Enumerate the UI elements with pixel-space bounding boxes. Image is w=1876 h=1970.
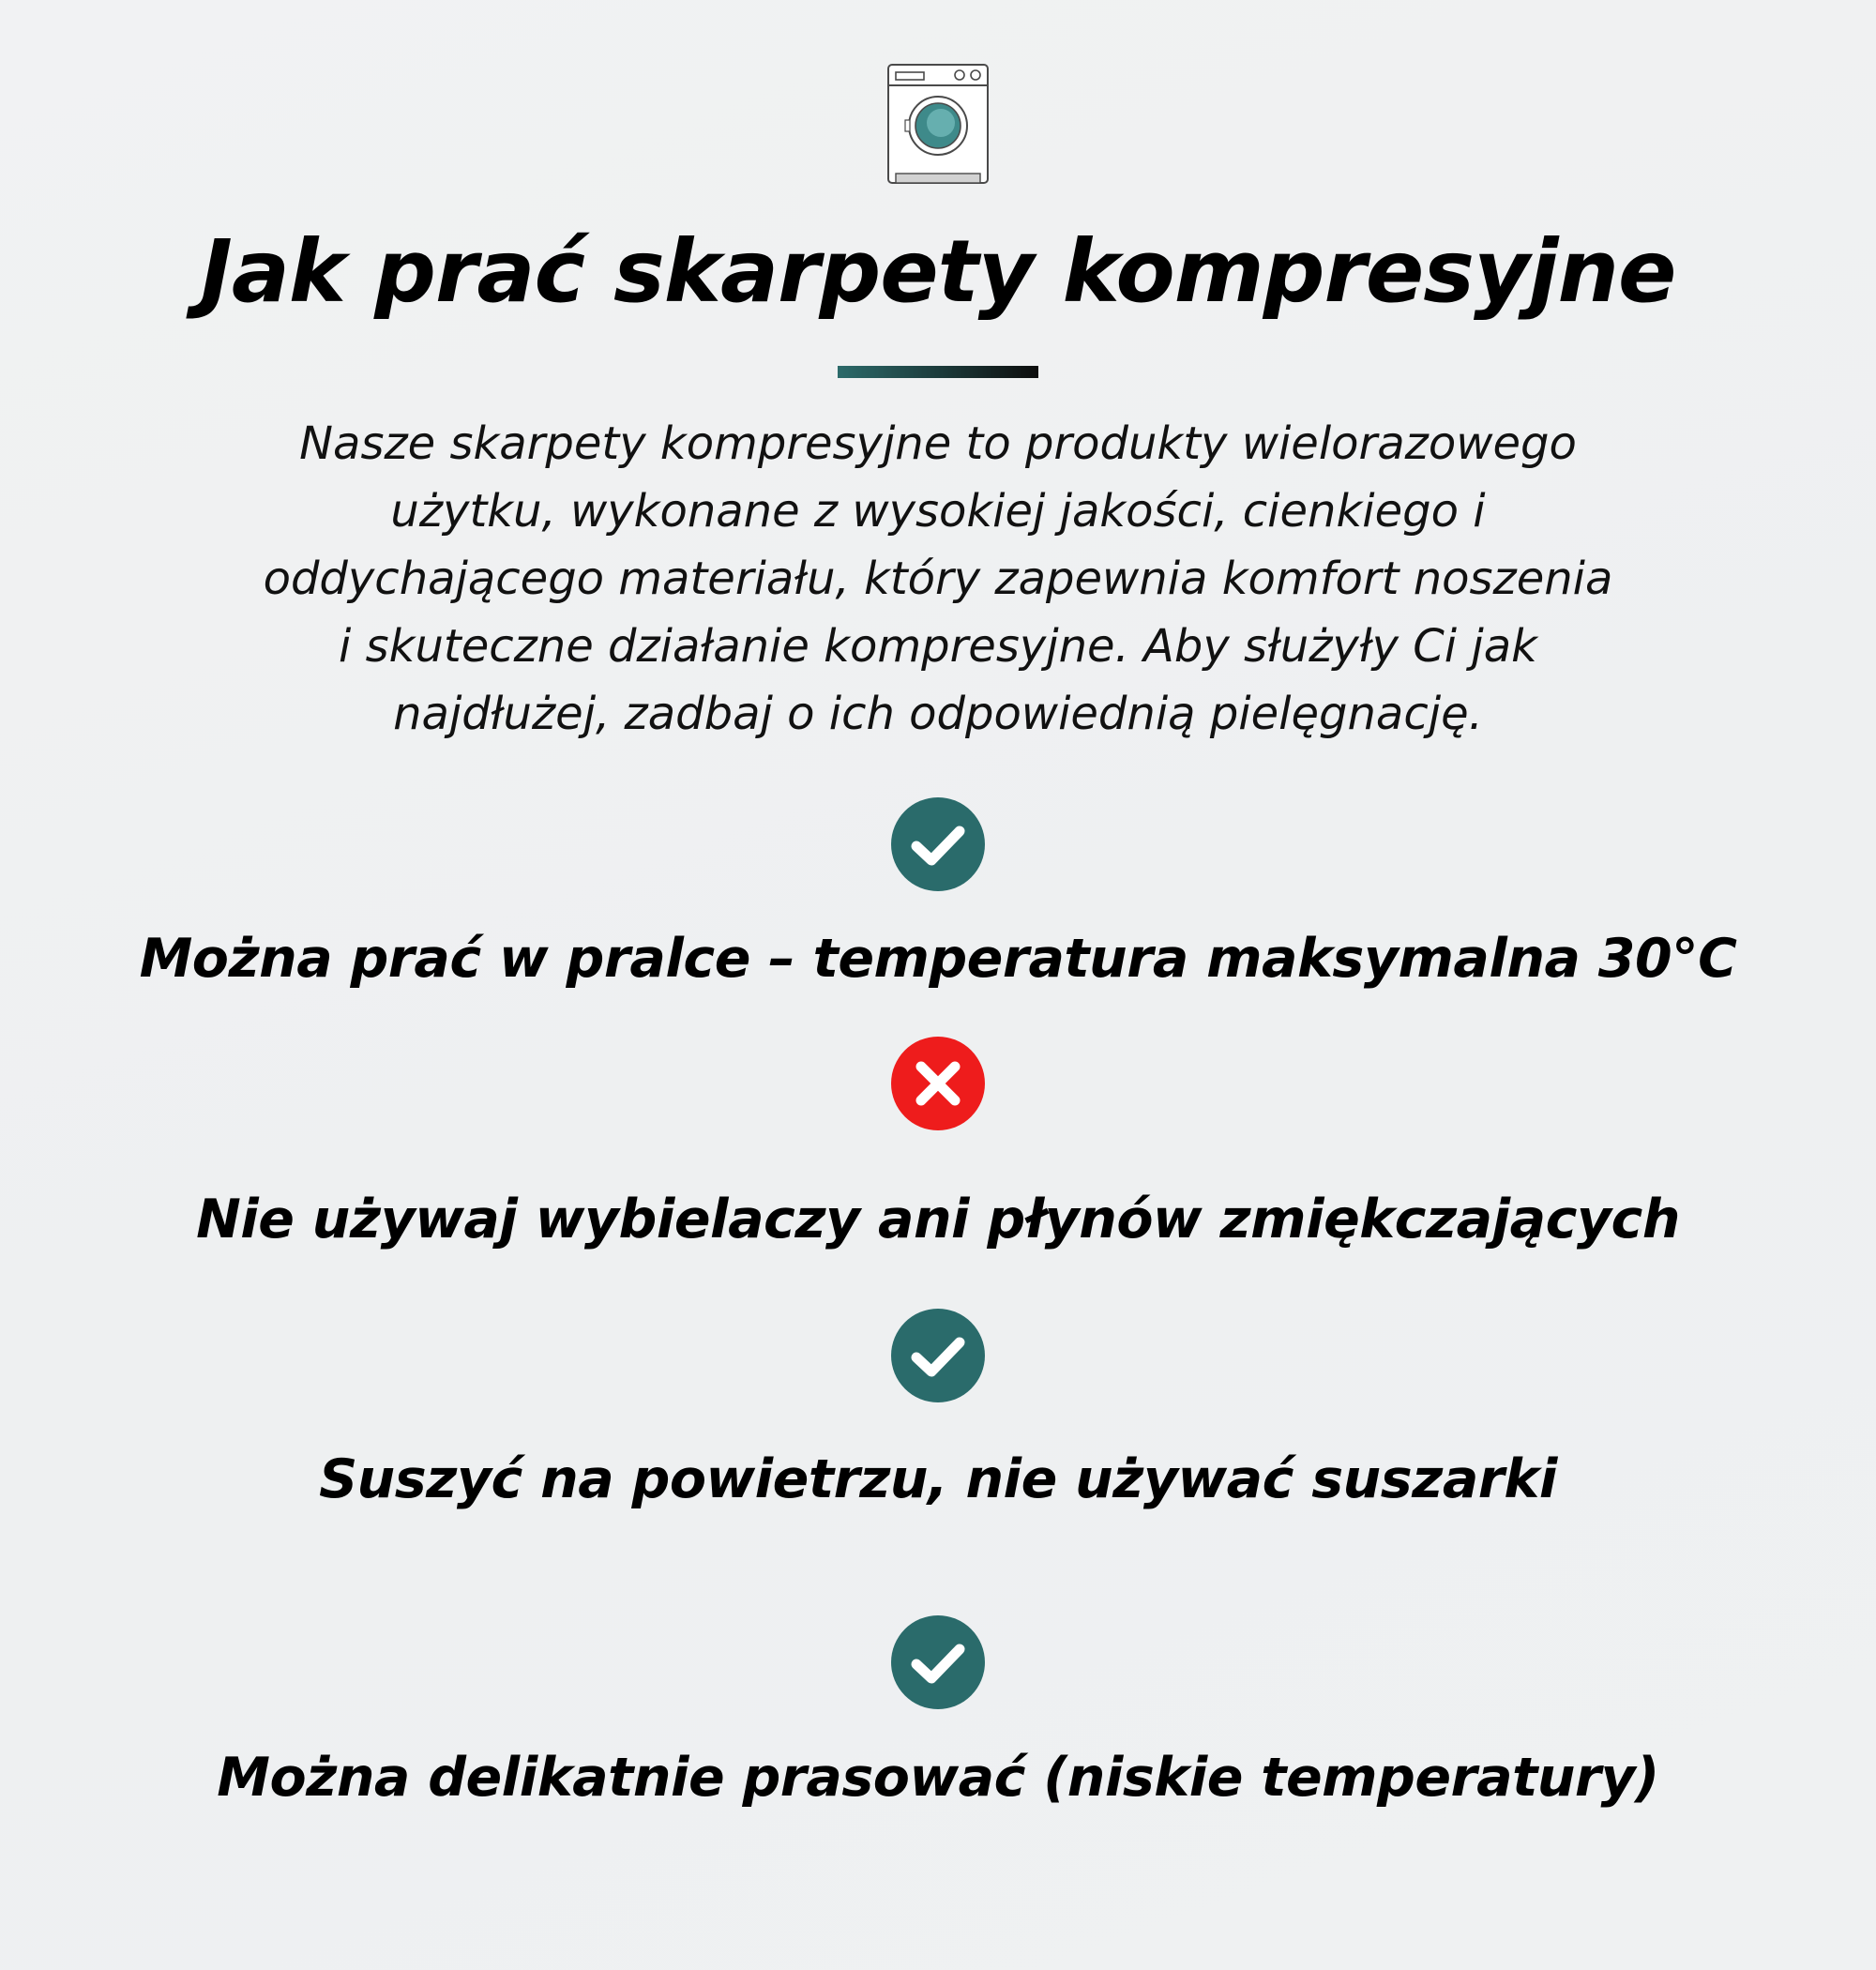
intro-line: użytku, wykonane z wysokiej jakości, cienkiego i — [390, 485, 1486, 538]
check-circle-icon — [891, 1615, 985, 1709]
page-title: Jak prać skarpety kompresyjne — [200, 221, 1676, 322]
x-circle-icon — [891, 1037, 985, 1130]
care-item-text: Można delikatnie prasować (niskie temperatury) — [217, 1747, 1659, 1809]
care-item-text: Suszyć na powietrzu, nie używać suszarki — [319, 1448, 1557, 1510]
check-circle-icon — [891, 1309, 985, 1402]
care-item-text: Nie używaj wybielaczy ani płynów zmiękczających — [196, 1189, 1680, 1250]
title-underline — [838, 366, 1038, 378]
washing-machine-icon — [886, 63, 990, 189]
intro-paragraph — [141, 410, 1735, 748]
intro-line: Nasze skarpety kompresyjne to produkty wielorazowego — [299, 417, 1577, 470]
check-circle-icon — [891, 797, 985, 891]
intro-line: i skuteczne działanie kompresyjne. Aby służyły Ci jak — [339, 620, 1537, 673]
intro-line: oddychającego materiału, który zapewnia komfort noszenia — [263, 553, 1613, 605]
intro-line: najdłużej, zadbaj o ich odpowiednią pielęgnację. — [393, 688, 1483, 740]
care-item-text: Można prać w pralce – temperatura maksymalna 30°C — [139, 928, 1737, 990]
